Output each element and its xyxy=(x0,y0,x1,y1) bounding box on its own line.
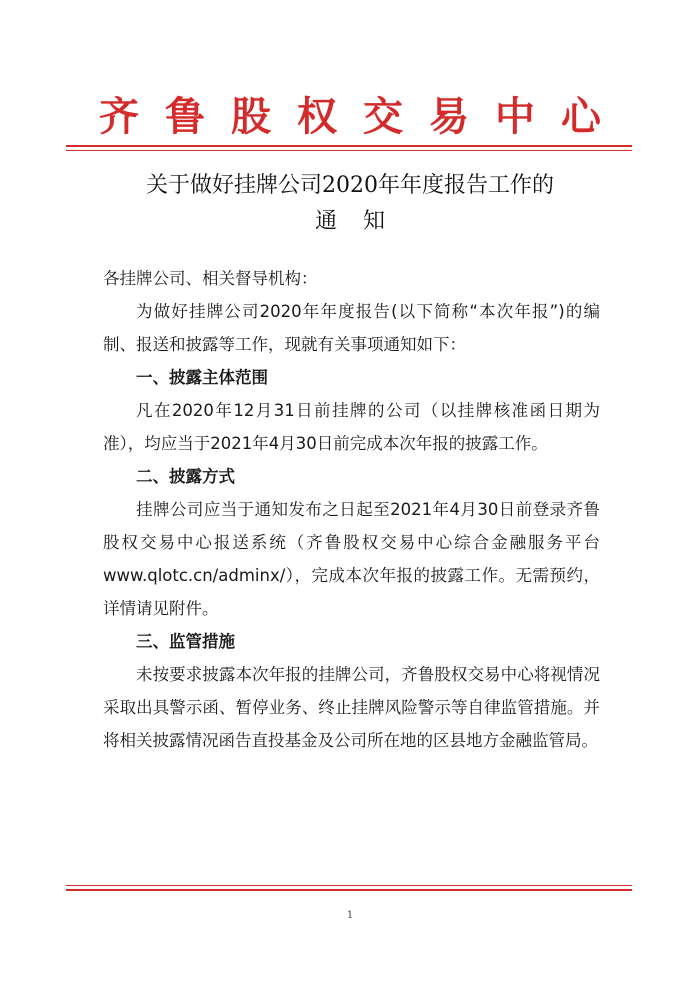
section-text-measures: 未按要求披露本次年报的挂牌公司，齐鲁股权交易中心将视情况采取出具警示函、暂停业务、终止挂牌风险警示等自律监管措施。并将相关披露情况函告直投基金及公司所在地的区县地方金融监管局。 xyxy=(103,665,600,750)
footer-divider-thin xyxy=(66,885,632,886)
section-text-method: 挂牌公司应当于通知发布之日起至2021年4月30日前登录齐鲁股权交易中心报送系统（齐鲁股权交易中心综合金融服务平台www.qlotc.cn/adminx/），完成本次年报的披露工作。无需预约，详情请见附件。 xyxy=(103,500,600,618)
salutation: 各挂牌公司、相关督导机构： xyxy=(103,269,318,288)
page-number: 1 xyxy=(346,910,354,921)
notice-title-line1: 关于做好挂牌公司2020年年度报告工作的 xyxy=(146,173,554,198)
section-heading-scope: 一、披露主体范围 xyxy=(136,368,268,387)
org-header-title: 齐鲁股权交易中心 xyxy=(99,93,627,140)
notice-title-line2: 通知 xyxy=(314,209,411,234)
section-text-scope: 凡在2020年12月31日前挂牌的公司（以挂牌核准函日期为准），均应当于2021年4月30日前完成本次年报的披露工作。 xyxy=(103,401,600,453)
section-heading-method: 二、披露方式 xyxy=(136,467,235,486)
intro-paragraph: 为做好挂牌公司2020年年度报告(以下简称“本次年报”)的编制、报送和披露等工作，现就有关事项通知如下： xyxy=(103,302,600,354)
header-divider-thick xyxy=(66,145,632,147)
footer-divider-thick xyxy=(66,889,632,891)
header-divider-thin xyxy=(66,150,632,151)
section-heading-measures: 三、监管措施 xyxy=(136,632,235,651)
notice-body xyxy=(103,262,600,757)
